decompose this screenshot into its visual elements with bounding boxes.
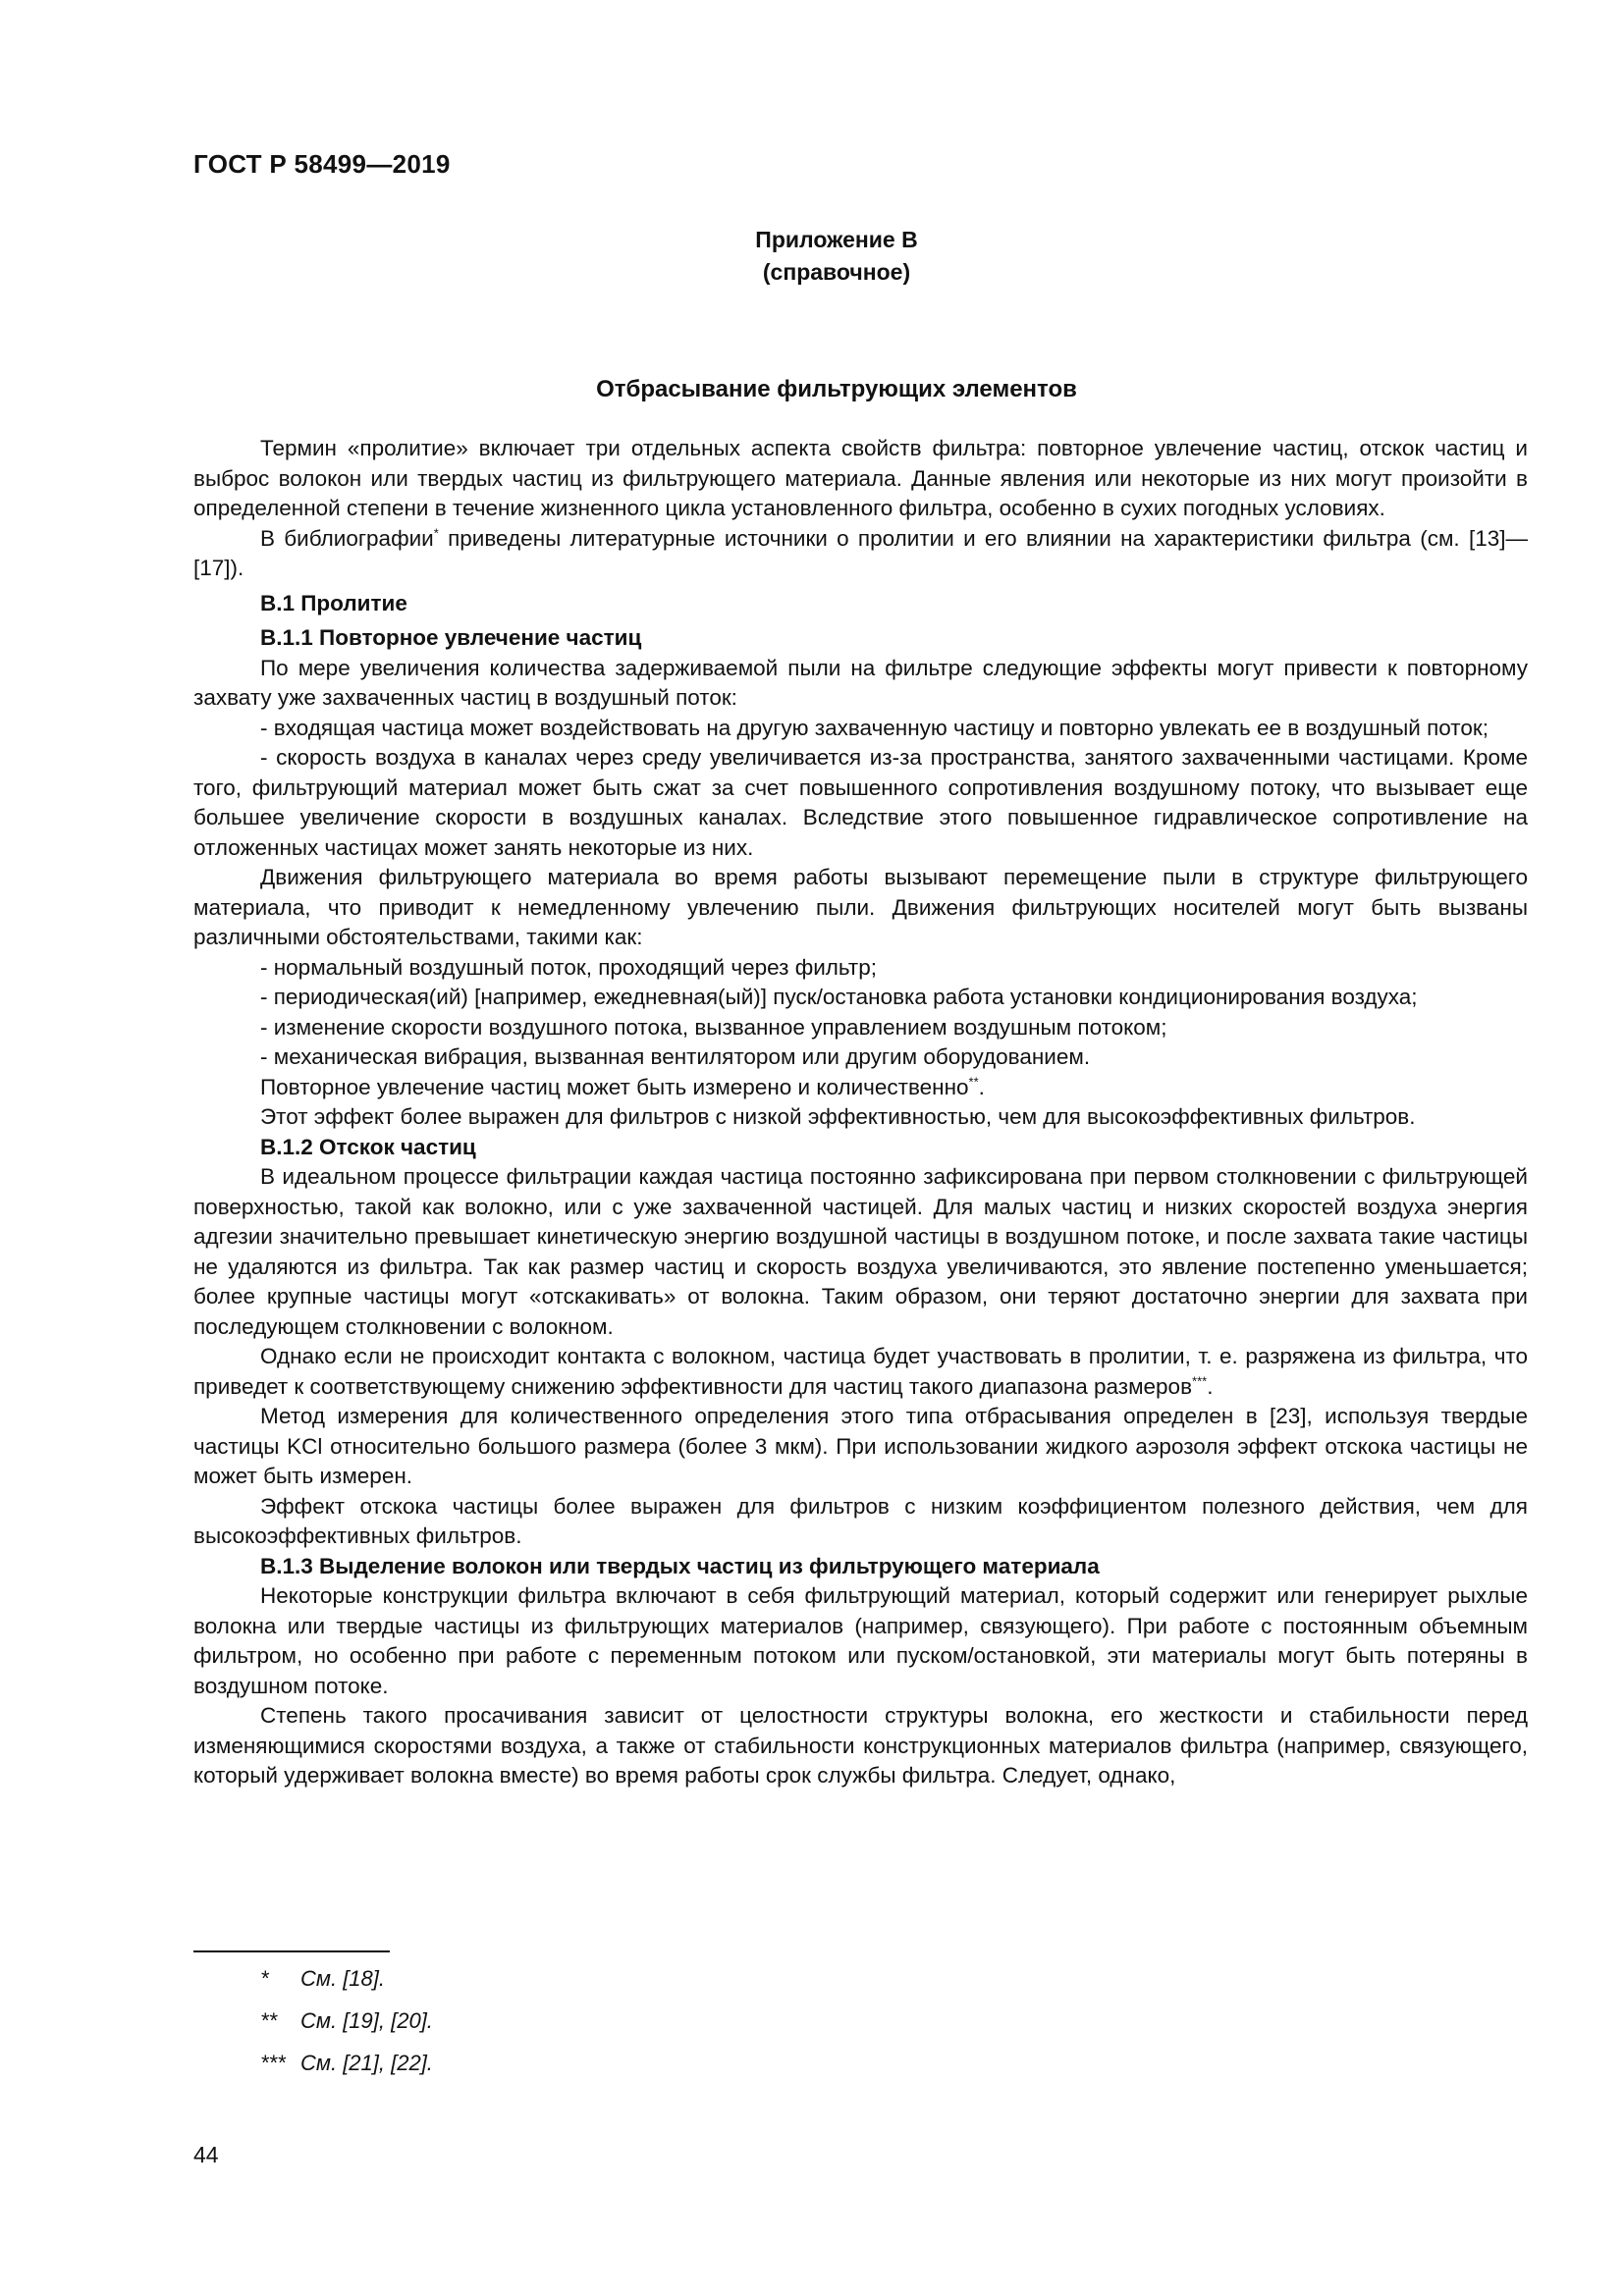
footnote: *** См. [21], [22]. [261, 2051, 433, 2075]
paragraph: Движения фильтрующего материала во время работы вызывают перемещение пыли в структуре фильтрующего материала, что приводит к немедленному увлечению пыли. Движения фильтрующих носителей могут быть вызваны различными обстоятельствами, такими как: [193, 865, 1528, 949]
list-item: - входящая частица может воздействовать на другую захваченную частицу и повторно увлекать ее в воздушный поток; [260, 715, 1489, 740]
annex-title: Отбрасывание фильтрующих элементов [596, 376, 1077, 402]
footnote-ref: ** [968, 1074, 979, 1089]
footnote-ref: * [433, 525, 439, 540]
annex-heading [0, 224, 1624, 289]
section-heading-b1: В.1 Пролитие [260, 590, 407, 615]
paragraph: Некоторые конструкции фильтра включают в себя фильтрующий материал, который содержит или генерирует рыхлые волокна или твердые частицы из фильтрующих материалов (например, связующего). При работе с постоянным объемным фильтром, но особенно при работе с переменным потоком или пуском/остановкой, эти материалы могут быть потеряны в воздушном потоке. [193, 1583, 1528, 1698]
paragraph: В идеальном процессе фильтрации каждая частица постоянно зафиксирована при первом столкновении с фильтрующей поверхностью, такой как волокно, или с уже захваченной частицей. Для малых частиц и низких скоростей воздуха энергия адгезии значительно превышает кинетическую энергию воздушной частицы в воздушном потоке, и после захвата такие частицы не удаляются из фильтра. Так как размер частиц и скорость воздуха увеличиваются, это явление постепенно уменьшается; более крупные частицы могут «отскакивать» от волокна. Таким образом, они теряют достаточно энергии для захвата при последующем столкновении с волокном. [193, 1164, 1528, 1339]
footnote-ref: *** [1192, 1373, 1208, 1388]
list-item: - изменение скорости воздушного потока, вызванное управлением воздушным потоком; [260, 1014, 1167, 1040]
annex-type: (справочное) [762, 259, 911, 285]
body-text [193, 434, 1528, 1791]
paragraph: Эффект отскока частицы более выражен для фильтров с низким коэффициентом полезного действия, чем для высокоэффективных фильтров. [193, 1493, 1528, 1548]
list-item: - механическая вибрация, вызванная вентилятором или другим оборудованием. [260, 1044, 1091, 1069]
annex-label: Приложение В [755, 227, 918, 252]
section-heading-b1-2: В.1.2 Отскок частиц [260, 1134, 476, 1159]
footnote: ** См. [19], [20]. [261, 2008, 433, 2033]
intro-paragraph-2: В библиографии* приведены литературные источники о пролитии и его влиянии на характеристики фильтра (см. [13]—[17]). [193, 525, 1528, 580]
paragraph: Этот эффект более выражен для фильтров с низкой эффективностью, чем для высокоэффективных фильтров. [260, 1104, 1416, 1129]
section-heading-b1-1: В.1.1 Повторное увлечение частиц [260, 625, 642, 650]
footnote: * См. [18]. [261, 1966, 386, 1991]
list-item: - скорость воздуха в каналах через среду увеличивается из-за пространства, занятого захваченными частицами. Кроме того, фильтрующий материал может быть сжат за счет повышенного сопротивления воздушному потоку, что вызывает еще большее увеличение скорости в воздушных каналах. Вследствие этого повышенное гидравлическое сопротивление на отложенных частицах может занять некоторые из них. [193, 745, 1528, 860]
intro-paragraph-1: Термин «пролитие» включает три отдельных аспекта свойств фильтра: повторное увлечение частиц, отскок частиц и выброс волокон или твердых частиц из фильтрующего материала. Данные явления или некоторые из них могут произойти в определенной степени в течение жизненного цикла установленного фильтра, особенно в сухих погодных условиях. [193, 436, 1528, 520]
paragraph: Степень такого просачивания зависит от целостности структуры волокна, его жесткости и стабильности перед изменяющимися скоростями воздуха, а также от стабильности конструкционных материалов фильтра (например, связующего, который удерживает волокна вместе) во время работы срок службы фильтра. Следует, однако, [193, 1703, 1528, 1788]
standard-header: ГОСТ Р 58499—2019 [193, 149, 451, 179]
footnote-separator [193, 1950, 390, 1952]
paragraph: Повторное увлечение частиц может быть измерено и количественно**. [260, 1074, 985, 1099]
list-item: - периодическая(ий) [например, ежедневная(ый)] пуск/остановка работа установки кондиционирования воздуха; [260, 985, 1418, 1009]
list-item: - нормальный воздушный поток, проходящий через фильтр; [260, 954, 877, 980]
page-number: 44 [193, 2142, 219, 2167]
paragraph: По мере увеличения количества задерживаемой пыли на фильтре следующие эффекты могут привести к повторному захвату уже захваченных частиц в воздушный поток: [193, 655, 1528, 710]
section-heading-b1-3: В.1.3 Выделение волокон или твердых частиц из фильтрующего материала [260, 1553, 1100, 1578]
paragraph: Метод измерения для количественного определения этого типа отбрасывания определен в [23], используя твердые частицы KCl относительно большого размера (более 3 мкм). При использовании жидкого аэрозоля эффект отскока частицы не может быть измерен. [193, 1404, 1528, 1488]
paragraph: Однако если не происходит контакта с волокном, частица будет участвовать в пролитии, т. е. разряжена из фильтра, что приведет к соответствующему снижению эффективности для частиц такого диапазона размеров***. [193, 1344, 1528, 1399]
